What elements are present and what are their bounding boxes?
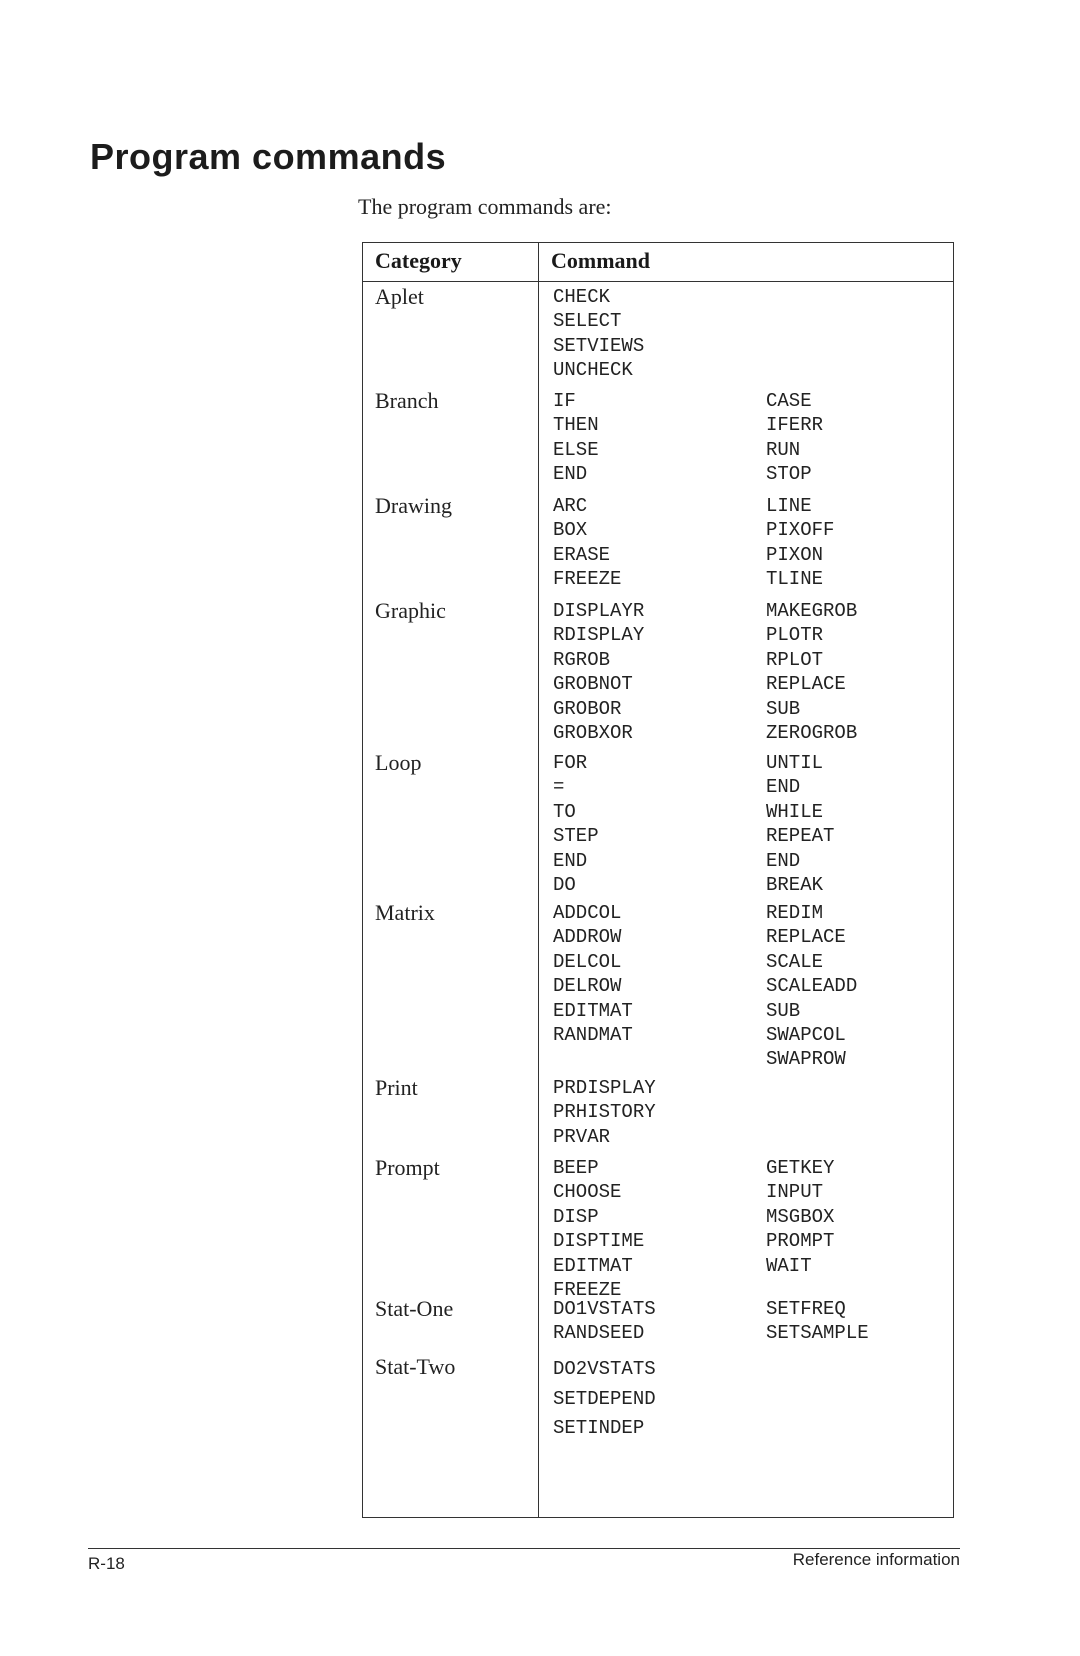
command-item: RGROB (553, 648, 611, 671)
category-label: Prompt (375, 1155, 440, 1180)
command-column-left (553, 751, 599, 897)
command-item: ARC (553, 495, 588, 517)
command-item: DISPTIME (553, 1230, 645, 1253)
command-item: DISP (553, 1205, 599, 1228)
command-item: EDITMAT (553, 1254, 633, 1277)
command-item: = (553, 776, 565, 799)
command-item: RDISPLAY (553, 624, 645, 647)
command-item: REDIM (766, 902, 824, 924)
command-item: UNTIL (766, 752, 824, 774)
column-divider (538, 243, 539, 1517)
command-item: EDITMAT (553, 999, 633, 1022)
command-item: REPEAT (766, 825, 835, 848)
command-item: UNCHECK (553, 359, 633, 382)
page-number: R-18 (88, 1554, 125, 1573)
footer-rule (88, 1548, 960, 1549)
header-command: Command (551, 248, 651, 273)
command-item: SUB (766, 697, 801, 720)
command-item: LINE (766, 495, 812, 517)
command-item: RANDSEED (553, 1322, 645, 1345)
command-item: PROMPT (766, 1230, 835, 1253)
category-label: Stat-Two (375, 1354, 456, 1379)
page-title: Program commands (90, 136, 447, 177)
command-item: END (553, 849, 588, 872)
command-item: SETFREQ (766, 1298, 846, 1320)
section-name: Reference information (792, 1550, 960, 1569)
command-item: ELSE (553, 438, 599, 461)
command-item: WHILE (766, 800, 824, 823)
command-item: SELECT (553, 310, 622, 333)
command-item: FOR (553, 752, 588, 774)
command-column-right (766, 1156, 834, 1278)
command-item: ERASE (553, 543, 611, 566)
command-item: CASE (766, 390, 812, 412)
category-label: Stat-One (375, 1296, 454, 1321)
command-item: PRHISTORY (553, 1101, 656, 1124)
command-column-right (766, 1297, 869, 1346)
category-label: Aplet (375, 284, 424, 309)
command-column-right (766, 599, 857, 745)
command-item: DELROW (553, 975, 622, 998)
command-item: SWAPROW (766, 1048, 846, 1071)
category-label: Drawing (375, 493, 452, 518)
command-item: THEN (553, 414, 599, 437)
command-column-left (553, 494, 621, 592)
command-item: PIXOFF (766, 519, 835, 542)
command-item: END (766, 776, 801, 799)
command-item: IFERR (766, 414, 824, 437)
command-item: STEP (553, 825, 599, 848)
category-label: Graphic (375, 598, 446, 623)
command-item: IF (553, 390, 576, 412)
command-item: DELCOL (553, 950, 622, 973)
command-column-right (766, 494, 834, 592)
command-item: ADDCOL (553, 902, 622, 924)
command-item: SCALEADD (766, 975, 858, 998)
command-item: GROBNOT (553, 673, 633, 696)
command-column-left (553, 285, 644, 383)
command-column-right (766, 751, 834, 897)
command-item: SCALE (766, 950, 824, 973)
command-item: PLOTR (766, 624, 824, 647)
category-label: Print (375, 1075, 418, 1100)
command-item: PRDISPLAY (553, 1077, 656, 1099)
command-column-left (553, 1076, 656, 1149)
category-label: Matrix (375, 900, 435, 925)
command-item: SETDEPEND (553, 1387, 656, 1410)
category-label: Branch (375, 388, 439, 413)
command-item: DO (553, 874, 576, 897)
command-item: DO1VSTATS (553, 1298, 656, 1320)
command-item: RPLOT (766, 648, 824, 671)
command-item: WAIT (766, 1254, 812, 1277)
command-item: BEEP (553, 1157, 599, 1179)
command-item: GROBOR (553, 697, 622, 720)
command-item: PRVAR (553, 1125, 611, 1148)
command-item: GROBXOR (553, 722, 633, 745)
command-item: TLINE (766, 568, 824, 591)
command-item: DO2VSTATS (553, 1358, 656, 1380)
header-rule (363, 281, 953, 282)
command-column-left (553, 599, 644, 745)
command-item: SUB (766, 999, 801, 1022)
intro-text: The program commands are: (358, 194, 612, 219)
command-item: MSGBOX (766, 1205, 835, 1228)
command-item: BOX (553, 519, 588, 542)
command-item: SETSAMPLE (766, 1322, 869, 1345)
command-item: STOP (766, 463, 812, 486)
command-column-left (553, 1355, 656, 1444)
command-item: SETVIEWS (553, 334, 645, 357)
command-item: RANDMAT (553, 1024, 633, 1047)
command-item: END (553, 463, 588, 486)
command-item: CHOOSE (553, 1181, 622, 1204)
command-item: INPUT (766, 1181, 824, 1204)
command-item: END (766, 849, 801, 872)
command-item: FREEZE (553, 1279, 622, 1302)
command-item: SWAPCOL (766, 1024, 846, 1047)
command-column-left (553, 389, 599, 487)
command-item: DISPLAYR (553, 600, 645, 622)
category-label: Loop (375, 750, 422, 775)
command-item: REPLACE (766, 673, 846, 696)
command-item: REPLACE (766, 926, 846, 949)
commands-table (362, 242, 954, 1518)
command-item: MAKEGROB (766, 600, 858, 622)
command-column-right (766, 389, 823, 487)
command-item: ZEROGROB (766, 722, 858, 745)
command-item: BREAK (766, 874, 824, 897)
command-item: PIXON (766, 543, 824, 566)
command-item: CHECK (553, 286, 611, 308)
command-column-left (553, 901, 633, 1047)
command-column-left (553, 1156, 644, 1302)
command-item: SETINDEP (553, 1417, 645, 1440)
command-item: FREEZE (553, 568, 622, 591)
command-item: RUN (766, 438, 801, 461)
command-item: GETKEY (766, 1157, 835, 1179)
command-item: TO (553, 800, 576, 823)
command-column-right (766, 901, 857, 1072)
header-category: Category (375, 248, 462, 273)
command-item: ADDROW (553, 926, 622, 949)
command-column-left (553, 1297, 656, 1346)
